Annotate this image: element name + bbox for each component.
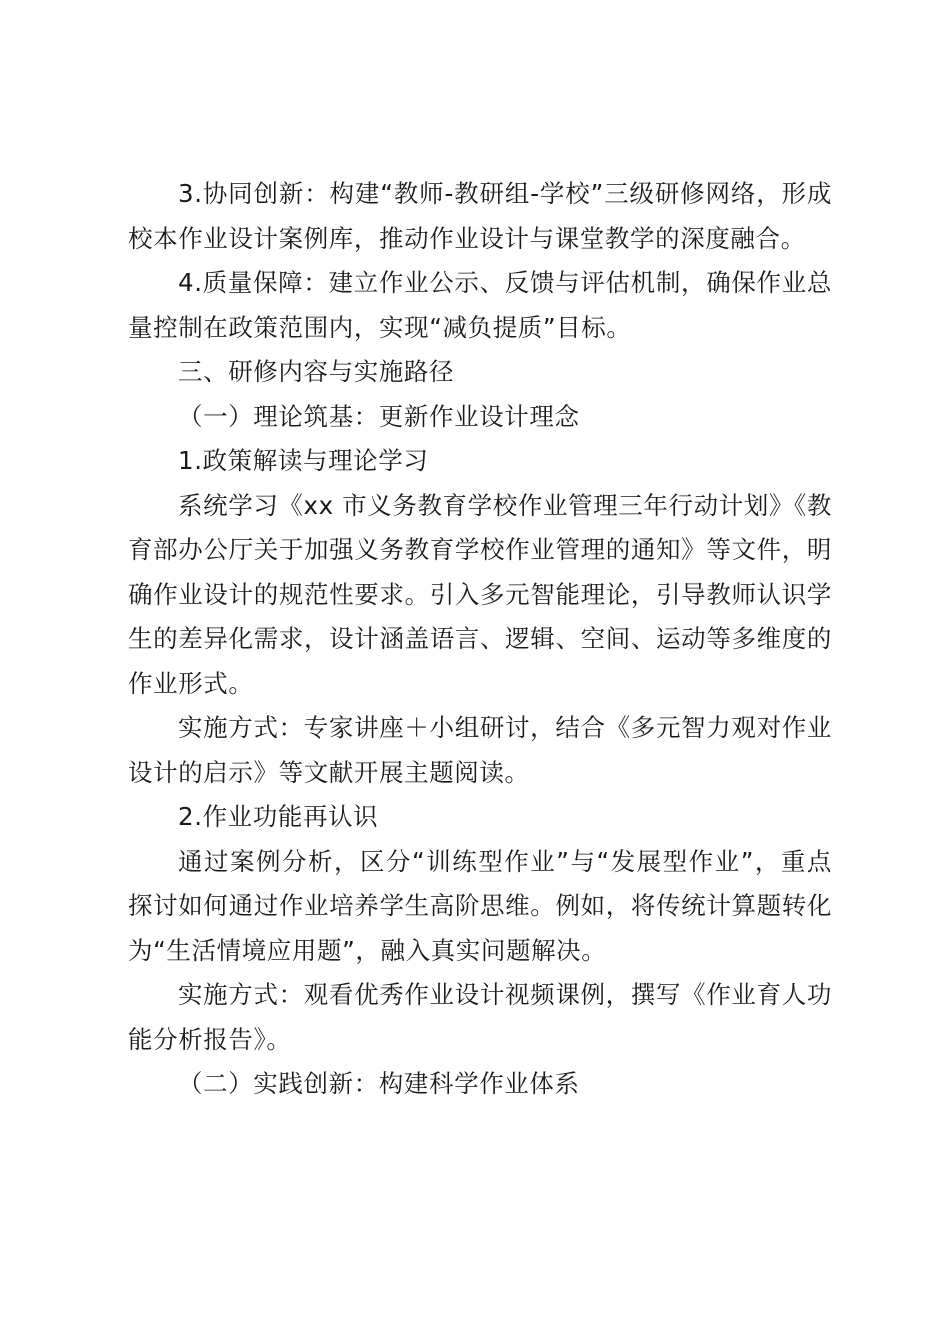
paragraph-quality-assurance: 4.质量保障：建立作业公示、反馈与评估机制，确保作业总量控制在政策范围内，实现“减负提质”目标。 xyxy=(128,268,832,342)
paragraph-systematic-study: 系统学习《xx 市义务教育学校作业管理三年行动计划》《教育部办公厅关于加强义务教育学校作业管理的通知》等文件，明确作业设计的规范性要求。引入多元智能理论，引导教师认识学生的差异化需求，设计涵盖语言、逻辑、空间、运动等多维度的作业形式。 xyxy=(128,490,832,698)
paragraph-case-analysis: 通过案例分析，区分“训练型作业”与“发展型作业”，重点探讨如何通过作业培养学生高阶思维。例如，将传统计算题转化为“生活情境应用题”，融入真实问题解决。 xyxy=(128,846,832,965)
subsection-heading-2: （二）实践创新：构建科学作业体系 xyxy=(178,1069,580,1098)
document-page xyxy=(128,172,832,1107)
subsection-heading-1: （一）理论筑基：更新作业设计理念 xyxy=(178,401,580,431)
section-heading-3: 三、研修内容与实施路径 xyxy=(178,357,455,386)
paragraph-implementation-2: 实施方式：观看优秀作业设计视频课例，撰写《作业育人功能分析报告》。 xyxy=(128,980,832,1054)
item-heading-policy-study: 1.政策解读与理论学习 xyxy=(178,446,429,475)
item-heading-homework-function: 2.作业功能再认识 xyxy=(178,802,379,831)
paragraph-implementation-1: 实施方式：专家讲座＋小组研讨，结合《多元智力观对作业设计的启示》等文献开展主题阅读。 xyxy=(128,713,832,787)
paragraph-collaborative-innovation: 3.协同创新：构建“教师-教研组-学校”三级研修网络，形成校本作业设计案例库，推动作业设计与课堂教学的深度融合。 xyxy=(128,179,832,253)
